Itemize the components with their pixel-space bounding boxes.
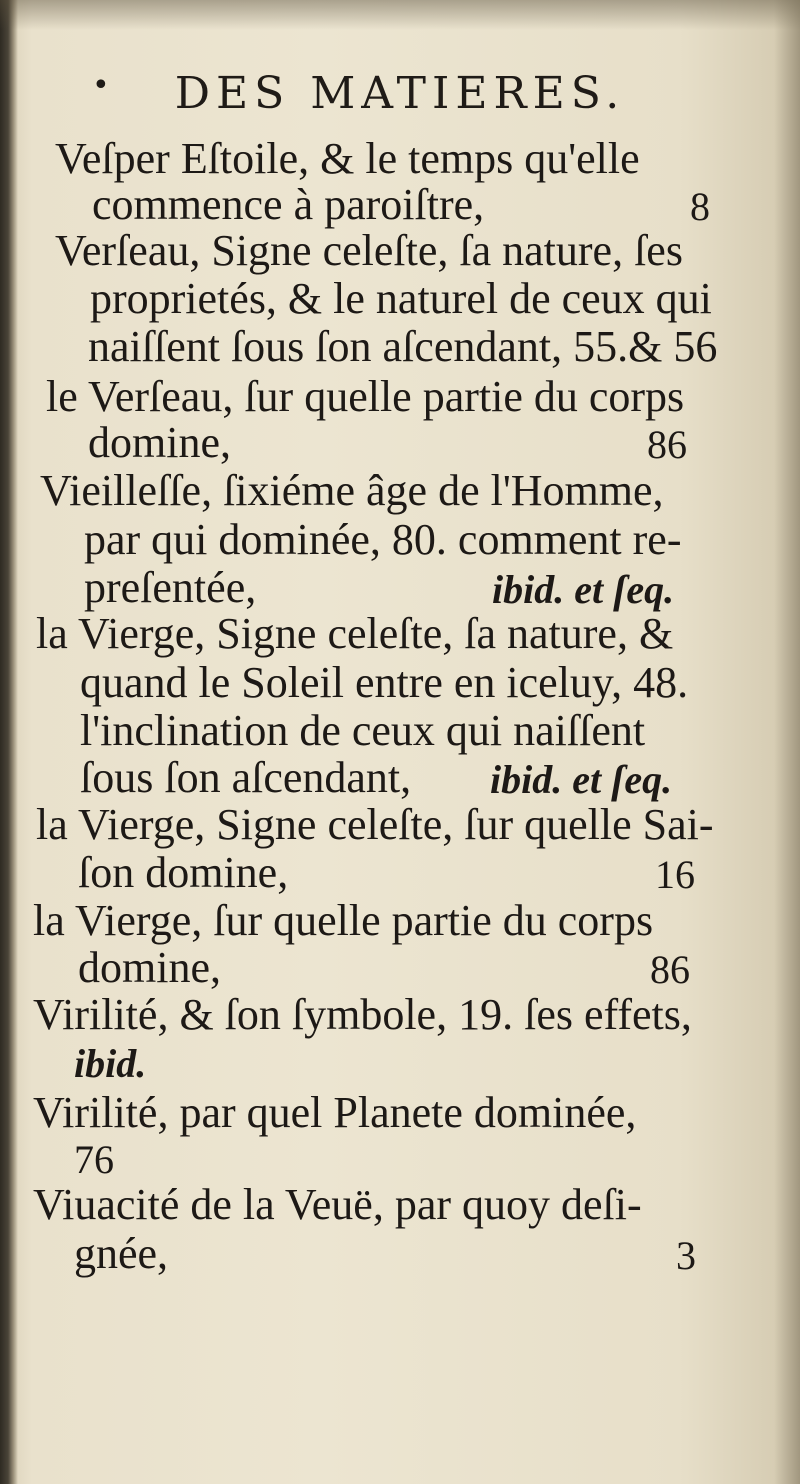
index-entry-line: l'inclination de ceux qui naiſſent <box>80 706 646 755</box>
index-entry-line: gnée, <box>74 1229 169 1278</box>
index-entry-line: preſentée, <box>84 563 257 612</box>
index-entry-line: ſous ſon aſcendant, <box>80 753 412 802</box>
index-entry-line: proprietés, & le naturel de ceux qui <box>90 274 712 323</box>
page-gutter <box>0 0 18 1484</box>
page-reference: 76 <box>74 1137 114 1182</box>
page-reference: ibid. et ſeq. <box>492 567 675 612</box>
page-reference: 86 <box>647 422 687 467</box>
index-entry-line: Virilité, & ſon ſymbole, 19. ſes effets, <box>33 990 692 1039</box>
index-entry-line: Viuacité de la Veuë, par quoy deſi- <box>33 1180 642 1229</box>
header-bullet: • <box>92 68 110 103</box>
index-entry-line: ſon domine, <box>78 848 289 897</box>
index-entry-line: Verſeau, Signe celeſte, ſa nature, ſes <box>55 226 683 275</box>
header-title: DES MATIERES. <box>174 68 626 119</box>
index-entry-line: la Vierge, Signe celeſte, ſur quelle Sai- <box>36 800 714 849</box>
running-header <box>0 68 800 119</box>
right-edge-shadow <box>774 0 800 1484</box>
page-reference: 3 <box>676 1233 696 1278</box>
index-entry-line: Virilité, par quel Planete dominée, <box>33 1088 637 1137</box>
page-reference: 86 <box>650 947 690 992</box>
index-entry-line: Veſper Eſtoile, & le temps qu'elle <box>55 134 640 183</box>
index-entry-line: domine, <box>78 943 221 992</box>
index-entry-line: la Vierge, Signe celeſte, ſa nature, & <box>36 609 674 658</box>
page-reference: 16 <box>655 852 695 897</box>
index-entry-line: naiſſent ſous ſon aſcendant, 55.& 56 <box>88 322 718 371</box>
index-entry-line: le Verſeau, ſur quelle partie du corps <box>46 372 685 421</box>
index-entry-line: quand le Soleil entre en iceluy, 48. <box>80 658 689 707</box>
index-entry-line: Vieilleſſe, ſixiéme âge de l'Homme, <box>40 466 664 515</box>
index-entry-line: la Vierge, ſur quelle partie du corps <box>33 896 654 945</box>
top-shadow <box>0 0 800 30</box>
index-entry-line: par qui dominée, 80. comment re- <box>84 515 682 564</box>
page-reference: ibid. et ſeq. <box>490 757 673 802</box>
index-entry-line: domine, <box>88 418 231 467</box>
page-reference: ibid. <box>74 1041 147 1086</box>
index-entry-line: commence à paroiſtre, <box>92 180 485 229</box>
page-reference: 8 <box>690 184 710 229</box>
